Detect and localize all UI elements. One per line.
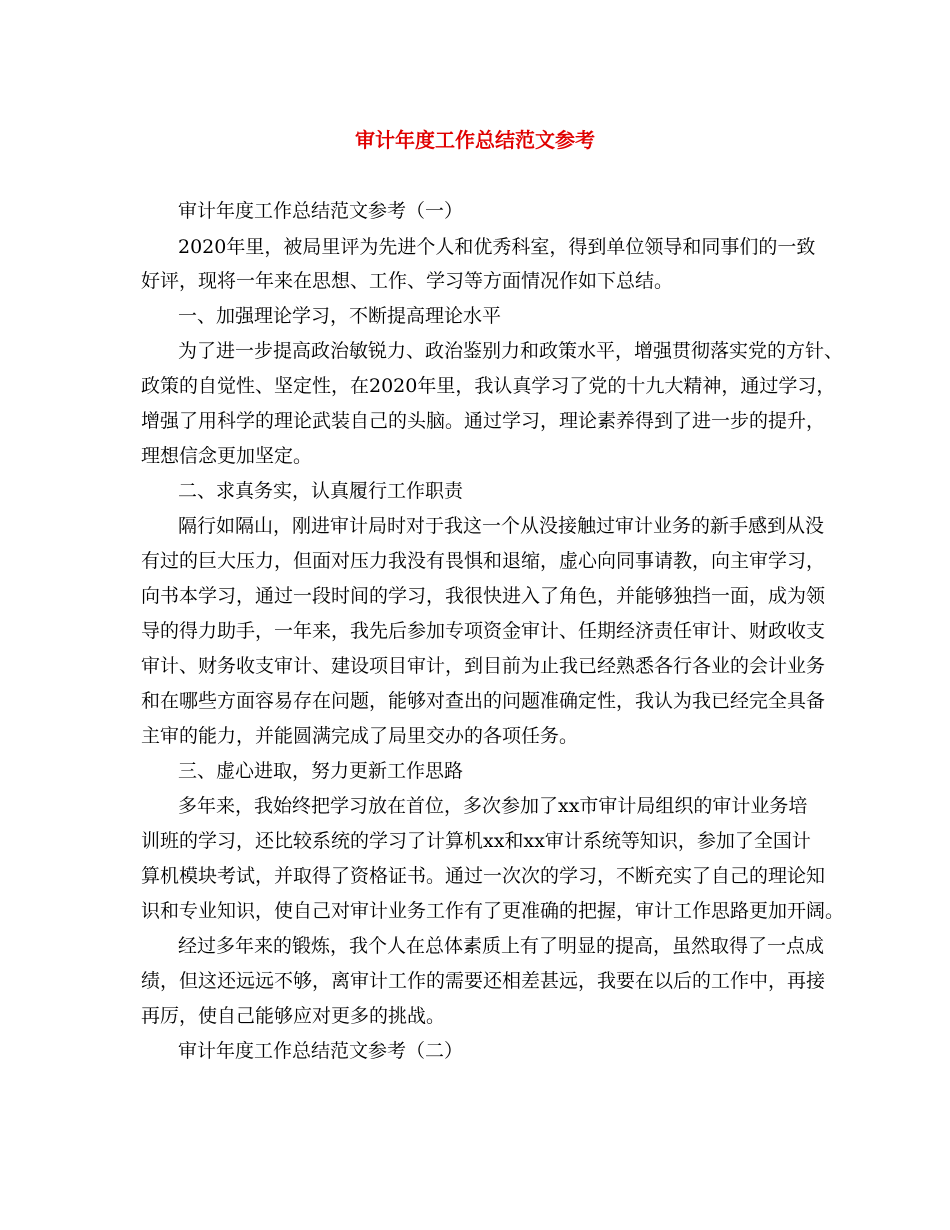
paragraph-line: 多年来，我始终把学习放在首位，多次参加了xx市审计局组织的审计业务培 [178, 795, 808, 817]
paragraph-line: 为了进一步提高政治敏锐力、政治鉴别力和政策水平，增强贯彻落实党的方针、 [178, 340, 844, 362]
paragraph-line: 识和专业知识，使自己对审计业务工作有了更准确的把握，审计工作思路更加开阔。 [141, 900, 845, 922]
paragraph-line: 审计、财务收支审计、建设项目审计，到目前为止我已经熟悉各行各业的会计业务 [141, 655, 826, 677]
paragraph-line: 隔行如隔山，刚进审计局时对于我这一个从没接触过审计业务的新手感到从没 [178, 515, 825, 537]
paragraph-line: 向书本学习，通过一段时间的学习，我很快进入了角色，并能够独挡一面，成为领 [141, 585, 826, 607]
subsection-heading-3: 三、虚心进取，努力更新工作思路 [178, 760, 464, 782]
paragraph-line: 增强了用科学的理论武装自己的头脑。通过学习，理论素养得到了进一步的提升， [141, 410, 826, 432]
paragraph-line: 有过的巨大压力，但面对压力我没有畏惧和退缩，虚心向同事请教，向主审学习， [141, 550, 826, 572]
subsection-heading-2: 二、求真务实，认真履行工作职责 [178, 480, 464, 502]
paragraph-line: 政策的自觉性、坚定性，在2020年里，我认真学习了党的十九大精神，通过学习， [141, 375, 836, 397]
paragraph-line: 主审的能力，并能圆满完成了局里交办的各项任务。 [141, 725, 579, 747]
section-heading-1: 审计年度工作总结范文参考（一） [178, 200, 464, 222]
paragraph-line: 和在哪些方面容易存在问题，能够对查出的问题准确定性，我认为我已经完全具备 [141, 690, 826, 712]
paragraph-line: 好评，现将一年来在思想、工作、学习等方面情况作如下总结。 [141, 270, 674, 292]
paragraph-line: 训班的学习，还比较系统的学习了计算机xx和xx审计系统等知识，参加了全国计 [141, 830, 811, 852]
paragraph-line: 算机模块考试，并取得了资格证书。通过一次次的学习，不断充实了自己的理论知 [141, 865, 826, 887]
section-heading-2: 审计年度工作总结范文参考（二） [178, 1040, 464, 1062]
page-title: 审计年度工作总结范文参考 [355, 128, 595, 152]
subsection-heading-1: 一、加强理论学习，不断提高理论水平 [178, 305, 502, 327]
paragraph-line: 绩，但这还远远不够，离审计工作的需要还相差甚远，我要在以后的工作中，再接 [141, 970, 826, 992]
paragraph-line: 经过多年来的锻炼，我个人在总体素质上有了明显的提高，虽然取得了一点成 [178, 935, 825, 957]
paragraph-line: 再厉，使自己能够应对更多的挑战。 [141, 1005, 446, 1027]
paragraph-line: 2020年里，被局里评为先进个人和优秀科室，得到单位领导和同事们的一致 [178, 236, 816, 258]
paragraph-line: 导的得力助手，一年来，我先后参加专项资金审计、任期经济责任审计、财政收支 [141, 620, 826, 642]
paragraph-line: 理想信念更加坚定。 [141, 445, 313, 467]
